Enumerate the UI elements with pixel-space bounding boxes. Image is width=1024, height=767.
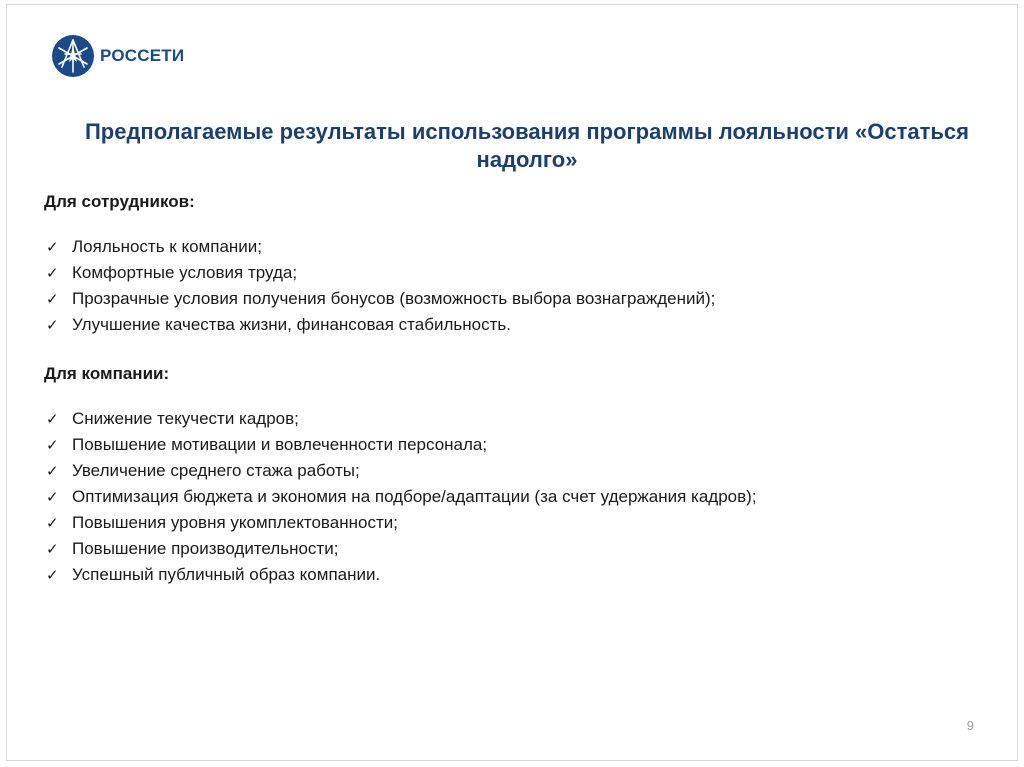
- list-item-text: Успешный публичный образ компании.: [72, 565, 381, 584]
- list-item-text: Комфортные условия труда;: [72, 263, 298, 282]
- check-icon: ✓: [46, 488, 59, 506]
- section-heading-employees: Для сотрудников:: [44, 192, 195, 211]
- section-employees: [44, 190, 994, 338]
- logo-text: РОССЕТИ: [100, 46, 185, 65]
- list-item: [44, 484, 994, 510]
- list-item-text: Лояльность к компании;: [72, 237, 262, 256]
- check-icon: ✓: [46, 410, 59, 428]
- employees-list: [44, 234, 994, 338]
- list-item: [44, 510, 994, 536]
- check-icon: ✓: [46, 540, 59, 558]
- list-item-text: Прозрачные условия получения бонусов (возможность выбора вознаграждений);: [72, 289, 716, 308]
- section-heading-company: Для компании:: [44, 364, 170, 383]
- list-item-text: Повышение производительности;: [72, 539, 339, 558]
- list-item: [44, 312, 994, 338]
- list-item: [44, 234, 994, 260]
- list-item: [44, 432, 994, 458]
- list-item-text: Повышение мотивации и вовлеченности персонала;: [72, 435, 488, 454]
- check-icon: ✓: [46, 566, 59, 584]
- check-icon: ✓: [46, 514, 59, 532]
- company-list: [44, 406, 994, 588]
- check-icon: ✓: [46, 238, 59, 256]
- list-item: [44, 260, 994, 286]
- list-item: [44, 406, 994, 432]
- list-item-text: Улучшение качества жизни, финансовая стабильность.: [72, 315, 511, 334]
- check-icon: ✓: [46, 290, 59, 308]
- list-item-text: Повышения уровня укомплектованности;: [72, 513, 398, 532]
- check-icon: ✓: [46, 264, 59, 282]
- page-number: 9: [966, 718, 974, 733]
- logo: [51, 34, 184, 78]
- list-item: [44, 562, 994, 588]
- list-item-text: Оптимизация бюджета и экономия на подборе/адаптации (за счет удержания кадров);: [72, 487, 757, 506]
- check-icon: ✓: [46, 436, 59, 454]
- slide-content: [44, 190, 994, 588]
- section-company: [44, 362, 994, 588]
- list-item-text: Снижение текучести кадров;: [72, 409, 299, 428]
- slide: [6, 4, 1018, 761]
- list-item: [44, 536, 994, 562]
- rosseti-logo-icon: [51, 34, 95, 78]
- check-icon: ✓: [46, 462, 59, 480]
- check-icon: ✓: [46, 316, 59, 334]
- slide-title: Предполагаемые результаты использования программы лояльности «Остаться надолго»: [84, 119, 970, 172]
- list-item-text: Увеличение среднего стажа работы;: [72, 461, 360, 480]
- list-item: [44, 458, 994, 484]
- list-item: [44, 286, 994, 312]
